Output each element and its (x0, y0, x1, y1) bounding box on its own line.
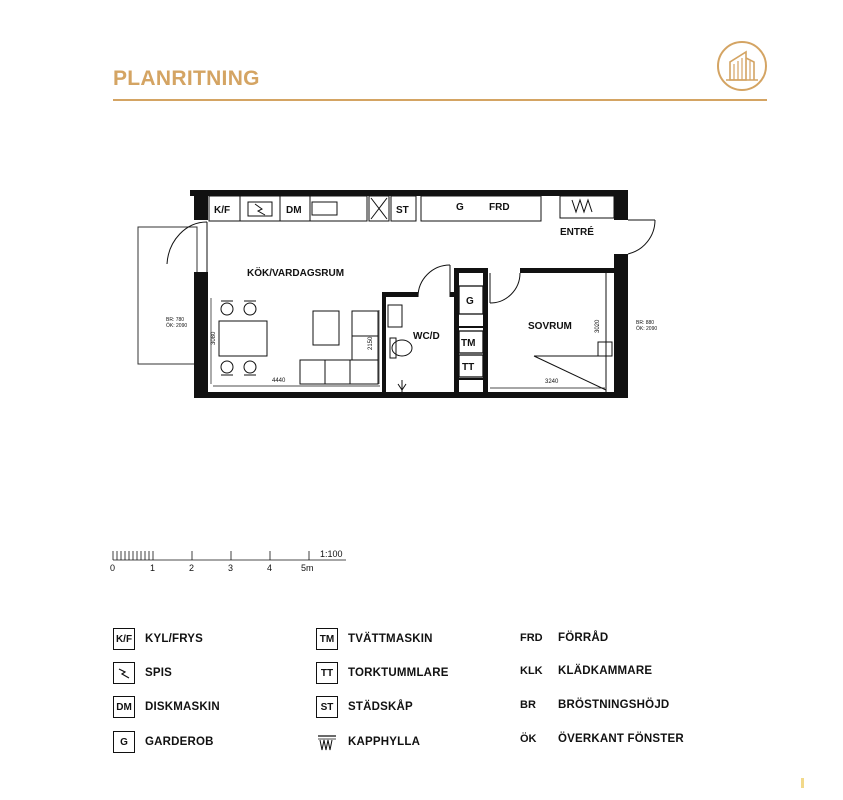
legend-item-ok (520, 733, 684, 745)
legend-item-st (316, 696, 413, 718)
entrance-door (628, 220, 655, 254)
legend-box-st: ST (316, 696, 338, 718)
window-right-ok: ÖK: 2090 (636, 326, 658, 332)
window-right-br: BR: 880 (636, 320, 655, 326)
legend-abbr-br: BR (520, 699, 536, 711)
scale-ratio: 1:100 (320, 549, 343, 559)
kitchen-counter (209, 196, 614, 221)
fixture-label-dm: DM (286, 205, 302, 216)
legend-item-dm (113, 696, 220, 718)
scale-tick-2: 2 (189, 563, 195, 573)
bedroom-door (490, 273, 520, 303)
legend-label-tm: TVÄTTMASKIN (348, 633, 433, 645)
wc-fixtures (388, 305, 412, 392)
legend-label-spis: SPIS (145, 667, 173, 679)
dimension-living-width: 4440 (272, 378, 286, 384)
dimension-lines (211, 298, 605, 388)
legend-item-frd (520, 632, 608, 644)
fixture-label-frd: FRD (489, 202, 510, 213)
legend-item-klk (520, 665, 652, 677)
legend-box-spis (113, 662, 135, 684)
legend-abbr-frd: FRD (520, 632, 543, 644)
legend-box-dm: DM (113, 696, 135, 718)
dining-table (219, 301, 267, 375)
legend-label-klk: KLÄDKAMMARE (558, 665, 653, 677)
legend-label-dm: DISKMASKIN (145, 701, 220, 713)
page-title: PLANRITNING (113, 67, 260, 90)
balcony (138, 227, 197, 364)
dimension-bedroom-width: 3240 (545, 379, 559, 385)
legend-item-tm (316, 628, 433, 650)
legend-abbr-ok: ÖK (520, 733, 537, 745)
scale-tick-5m: 5m (301, 563, 314, 573)
legend-label-g: GARDEROB (145, 736, 214, 748)
balcony-door (167, 222, 207, 272)
scale-bar (113, 551, 346, 560)
room-label-entre: ENTRÉ (560, 227, 594, 238)
room-label-kitchen-living: KÖK/VARDAGSRUM (247, 268, 345, 279)
dimension-wc-depth: 2150 (368, 336, 374, 350)
legend-label-br: BRÖSTNINGSHÖJD (558, 699, 670, 711)
fixture-label-g-bedroom: G (466, 296, 474, 307)
fixture-label-tm: TM (461, 338, 476, 349)
legend-box-g: G (113, 731, 135, 753)
legend-item-kapphylla (316, 731, 420, 753)
legend-label-frd: FÖRRÅD (558, 632, 609, 644)
corner-mark (801, 778, 804, 788)
fixture-label-kf: K/F (214, 205, 231, 216)
fixture-label-g-top: G (456, 202, 464, 213)
dimension-living-depth: 3080 (211, 331, 217, 345)
sofa (300, 311, 378, 384)
scale-tick-1: 1 (150, 563, 156, 573)
legend-item-g (113, 731, 214, 753)
legend-label-tt: TORKTUMMLARE (348, 667, 449, 679)
spis-icon (117, 666, 131, 680)
fixture-label-st: ST (396, 205, 409, 216)
legend-label-kapphylla: KAPPHYLLA (348, 736, 421, 748)
legend-item-kf (113, 628, 203, 650)
legend-item-spis (113, 662, 172, 684)
legend-item-tt (316, 662, 449, 684)
fixture-label-tt: TT (462, 362, 475, 373)
scale-tick-0: 0 (110, 563, 116, 573)
room-label-wc: WC/D (413, 331, 440, 342)
legend-box-tt: TT (316, 662, 338, 684)
window-left-br: BR: 780 (166, 317, 185, 323)
window-left-ok: ÖK: 2090 (166, 323, 188, 329)
legend-label-kf: KYL/FRYS (145, 633, 204, 645)
dimension-bedroom-depth: 3020 (595, 319, 601, 333)
legend-item-br (520, 699, 669, 711)
kapphylla-icon (316, 731, 338, 753)
scale-tick-3: 3 (228, 563, 234, 573)
wc-door (418, 265, 450, 297)
legend-box-tm: TM (316, 628, 338, 650)
room-label-bedroom: SOVRUM (528, 321, 572, 332)
legend-abbr-klk: KLK (520, 665, 543, 677)
legend-box-kapphylla (316, 731, 338, 753)
legend-label-st: STÄDSKÅP (348, 701, 413, 713)
scale-tick-4: 4 (267, 563, 273, 573)
legend-box-kf: K/F (113, 628, 135, 650)
legend-label-ok: ÖVERKANT FÖNSTER (558, 733, 684, 745)
